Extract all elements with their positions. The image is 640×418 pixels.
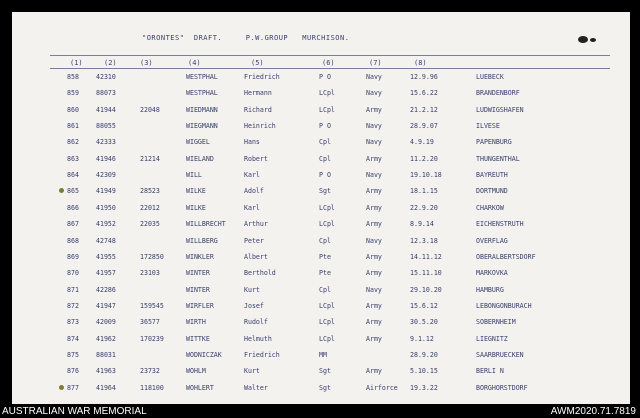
cell-date: 28.9.20 bbox=[410, 350, 438, 359]
cell-rank: Sgt bbox=[319, 187, 331, 196]
cell-no: 872 bbox=[67, 301, 79, 310]
cell-rank: LCpl bbox=[319, 318, 335, 327]
cell-no: 873 bbox=[67, 318, 79, 327]
column-number: (6) bbox=[322, 59, 335, 67]
cell-surname: WIGGEL bbox=[186, 138, 210, 147]
cell-date: 15.11.10 bbox=[410, 269, 442, 278]
cell-no: 868 bbox=[67, 236, 79, 245]
cell-service: Navy bbox=[366, 122, 382, 131]
cell-rank: Cpl bbox=[319, 236, 331, 245]
table-row bbox=[12, 122, 630, 139]
cell-date: 8.9.14 bbox=[410, 220, 434, 229]
cell-service: Army bbox=[366, 252, 382, 261]
cell-place: BORGHORSTDORF bbox=[476, 383, 528, 392]
cell-place: HAMBURG bbox=[476, 285, 504, 294]
cell-surname: WILKE bbox=[186, 203, 206, 212]
cell-date: 21.2.12 bbox=[410, 105, 438, 114]
cell-num: 42748 bbox=[96, 236, 116, 245]
cell-num2: 170239 bbox=[140, 334, 164, 343]
cell-place: BERLI N bbox=[476, 367, 504, 376]
cell-surname: WOHLERT bbox=[186, 383, 214, 392]
cell-surname: WILLBERG bbox=[186, 236, 218, 245]
cell-service: Army bbox=[366, 301, 382, 310]
cell-date: 15.6.12 bbox=[410, 301, 438, 310]
cell-rank: LCpl bbox=[319, 203, 335, 212]
cell-place: MARKOVKA bbox=[476, 269, 508, 278]
cell-no: 876 bbox=[67, 367, 79, 376]
column-number: (7) bbox=[369, 59, 382, 67]
cell-date: 19.3.22 bbox=[410, 383, 438, 392]
cell-place: PAPENBURG bbox=[476, 138, 512, 147]
cell-num: 41950 bbox=[96, 203, 116, 212]
table-row bbox=[12, 351, 630, 368]
column-number: (3) bbox=[140, 59, 153, 67]
cell-date: 12.9.96 bbox=[410, 73, 438, 81]
cell-place: OVERFLAG bbox=[476, 236, 508, 245]
archive-reference: AWM2020.71.7819 bbox=[550, 406, 636, 417]
cell-service: Army bbox=[366, 220, 382, 229]
cell-date: 19.10.18 bbox=[410, 171, 442, 180]
cell-rank: P O bbox=[319, 122, 331, 131]
table-row bbox=[12, 335, 630, 352]
table-row bbox=[12, 286, 630, 303]
column-number: (8) bbox=[414, 59, 427, 67]
cell-surname: WESTPHAL bbox=[186, 89, 218, 98]
cell-rank: Cpl bbox=[319, 154, 331, 163]
cell-rank: MM bbox=[319, 350, 327, 359]
cell-service: Army bbox=[366, 203, 382, 212]
cell-num: 88055 bbox=[96, 122, 116, 131]
cell-service: Navy bbox=[366, 236, 382, 245]
table-row bbox=[12, 89, 630, 106]
cell-num: 41947 bbox=[96, 301, 116, 310]
cell-date: 9.1.12 bbox=[410, 334, 434, 343]
cell-given: Heinrich bbox=[244, 122, 276, 131]
cell-no: 867 bbox=[67, 220, 79, 229]
cell-given: Friedrich bbox=[244, 350, 280, 359]
cell-service: Army bbox=[366, 334, 382, 343]
cell-place: SOBERNHEIM bbox=[476, 318, 516, 327]
table-row bbox=[12, 138, 630, 155]
cell-num2: 36577 bbox=[140, 318, 160, 327]
cell-no: 862 bbox=[67, 138, 79, 147]
cell-service: Army bbox=[366, 318, 382, 327]
cell-no: 859 bbox=[67, 89, 79, 98]
cell-no: 869 bbox=[67, 252, 79, 261]
cell-num: 41949 bbox=[96, 187, 116, 196]
table-row bbox=[12, 302, 630, 319]
cell-service: Navy bbox=[366, 89, 382, 98]
cell-surname: WODNICZAK bbox=[186, 350, 222, 359]
archive-credit: AUSTRALIAN WAR MEMORIAL bbox=[2, 406, 147, 417]
cell-place: LIEGNITZ bbox=[476, 334, 508, 343]
cell-given: Karl bbox=[244, 203, 260, 212]
table-row bbox=[12, 384, 630, 401]
cell-rank: Sgt bbox=[319, 367, 331, 376]
cell-rank: LCpl bbox=[319, 105, 335, 114]
cell-no: 858 bbox=[67, 73, 79, 81]
cell-service: Navy bbox=[366, 73, 382, 81]
cell-no: 871 bbox=[67, 285, 79, 294]
cell-rank: Pte bbox=[319, 269, 331, 278]
cell-surname: WITTKE bbox=[186, 334, 210, 343]
cell-surname: WIRTH bbox=[186, 318, 206, 327]
column-number: (4) bbox=[188, 59, 201, 67]
cell-place: THUNGENTHAL bbox=[476, 154, 520, 163]
cell-no: 877 bbox=[67, 383, 79, 392]
table-row bbox=[12, 367, 630, 384]
cell-num: 42286 bbox=[96, 285, 116, 294]
cell-surname: WILL bbox=[186, 171, 202, 180]
cell-place: ILVESE bbox=[476, 122, 500, 131]
cell-no: 875 bbox=[67, 350, 79, 359]
cell-given: Friedrich bbox=[244, 73, 280, 81]
cell-num2: 22048 bbox=[140, 105, 160, 114]
cell-rank: LCpl bbox=[319, 220, 335, 229]
column-number: (1) bbox=[70, 59, 83, 67]
cell-surname: WILKE bbox=[186, 187, 206, 196]
cell-no: 861 bbox=[67, 122, 79, 131]
cell-given: Kurt bbox=[244, 367, 260, 376]
cell-date: 14.11.12 bbox=[410, 252, 442, 261]
cell-num2: 22035 bbox=[140, 220, 160, 229]
cell-rank: LCpl bbox=[319, 334, 335, 343]
page-title: "ORONTES" DRAFT. P.W.GROUP MURCHISON. bbox=[142, 34, 350, 42]
cell-surname: WILLBRECHT bbox=[186, 220, 226, 229]
cell-place: EICHENSTRUTH bbox=[476, 220, 524, 229]
table-row bbox=[12, 220, 630, 237]
cell-place: LUDWIGSHAFEN bbox=[476, 105, 524, 114]
table-row bbox=[12, 171, 630, 188]
cell-date: 18.1.15 bbox=[410, 187, 438, 196]
cell-date: 30.5.20 bbox=[410, 318, 438, 327]
column-number: (5) bbox=[251, 59, 264, 67]
cell-num2: 22012 bbox=[140, 203, 160, 212]
cell-rank: LCpl bbox=[319, 301, 335, 310]
cell-given: Karl bbox=[244, 171, 260, 180]
cell-num: 42009 bbox=[96, 318, 116, 327]
cell-no: 863 bbox=[67, 154, 79, 163]
cell-place: BAYREUTH bbox=[476, 171, 508, 180]
cell-no: 860 bbox=[67, 105, 79, 114]
cell-num: 41952 bbox=[96, 220, 116, 229]
cell-num: 41946 bbox=[96, 154, 116, 163]
column-number: (2) bbox=[104, 59, 117, 67]
cell-service: Army bbox=[366, 269, 382, 278]
cell-place: LUEBECK bbox=[476, 73, 504, 81]
cell-given: Peter bbox=[244, 236, 264, 245]
cell-rank: P O bbox=[319, 171, 331, 180]
cell-surname: WIEDMANN bbox=[186, 105, 218, 114]
cell-service: Airforce bbox=[366, 383, 398, 392]
table-row bbox=[12, 237, 630, 254]
cell-given: Arthur bbox=[244, 220, 268, 229]
cell-rank: Cpl bbox=[319, 138, 331, 147]
cell-surname: WINTER bbox=[186, 269, 210, 278]
cell-date: 29.10.20 bbox=[410, 285, 442, 294]
cell-place: OBERALBERTSDORF bbox=[476, 252, 536, 261]
cell-num2: 23732 bbox=[140, 367, 160, 376]
table-row bbox=[12, 204, 630, 221]
cell-given: Richard bbox=[244, 105, 272, 114]
cell-given: Walter bbox=[244, 383, 268, 392]
cell-num: 42333 bbox=[96, 138, 116, 147]
cell-rank: Sgt bbox=[319, 383, 331, 392]
cell-given: Kurt bbox=[244, 285, 260, 294]
cell-given: Hans bbox=[244, 138, 260, 147]
cell-date: 4.9.19 bbox=[410, 138, 434, 147]
cell-given: Helmuth bbox=[244, 334, 272, 343]
cell-num: 41963 bbox=[96, 367, 116, 376]
cell-num2: 21214 bbox=[140, 154, 160, 163]
cell-place: SAARBRUECKEN bbox=[476, 350, 524, 359]
cell-num: 42310 bbox=[96, 73, 116, 81]
document-page bbox=[12, 12, 630, 404]
cell-num2: 159545 bbox=[140, 301, 164, 310]
cell-date: 22.9.20 bbox=[410, 203, 438, 212]
table-row bbox=[12, 155, 630, 172]
cell-surname: WESTPHAL bbox=[186, 73, 218, 81]
cell-surname: WIRFLER bbox=[186, 301, 214, 310]
cell-rank: Cpl bbox=[319, 285, 331, 294]
cell-given: Albert bbox=[244, 252, 268, 261]
cell-date: 12.3.18 bbox=[410, 236, 438, 245]
ink-blot bbox=[590, 38, 596, 42]
cell-num: 88031 bbox=[96, 350, 116, 359]
cell-service: Army bbox=[366, 187, 382, 196]
cell-service: Navy bbox=[366, 138, 382, 147]
cell-surname: WIELAND bbox=[186, 154, 214, 163]
cell-place: CHARKOW bbox=[476, 203, 504, 212]
cell-given: Hermann bbox=[244, 89, 272, 98]
cell-given: Adolf bbox=[244, 187, 264, 196]
cell-num: 42309 bbox=[96, 171, 116, 180]
cell-no: 864 bbox=[67, 171, 79, 180]
cell-date: 28.9.07 bbox=[410, 122, 438, 131]
cell-no: 874 bbox=[67, 334, 79, 343]
table-row bbox=[12, 253, 630, 270]
ink-mark bbox=[59, 188, 64, 193]
cell-num2: 23103 bbox=[140, 269, 160, 278]
cell-num: 41955 bbox=[96, 252, 116, 261]
cell-num: 41962 bbox=[96, 334, 116, 343]
cell-no: 865 bbox=[67, 187, 79, 196]
ink-mark bbox=[59, 385, 64, 390]
cell-num2: 118100 bbox=[140, 383, 164, 392]
cell-surname: WOHLM bbox=[186, 367, 206, 376]
cell-surname: WINKLER bbox=[186, 252, 214, 261]
table-row bbox=[12, 269, 630, 286]
cell-given: Robert bbox=[244, 154, 268, 163]
cell-given: Rudolf bbox=[244, 318, 268, 327]
cell-rank: P O bbox=[319, 73, 331, 81]
cell-no: 870 bbox=[67, 269, 79, 278]
cell-rank: Pte bbox=[319, 252, 331, 261]
ink-blot bbox=[578, 36, 588, 43]
table-row bbox=[12, 187, 630, 204]
header-rule-bottom bbox=[50, 68, 610, 69]
cell-date: 11.2.20 bbox=[410, 154, 438, 163]
cell-no: 866 bbox=[67, 203, 79, 212]
cell-num: 41944 bbox=[96, 105, 116, 114]
cell-given: Josef bbox=[244, 301, 264, 310]
cell-place: DORTMUND bbox=[476, 187, 508, 196]
cell-service: Army bbox=[366, 105, 382, 114]
cell-surname: WINTER bbox=[186, 285, 210, 294]
table-row bbox=[12, 73, 630, 90]
cell-service: Navy bbox=[366, 285, 382, 294]
cell-num2: 28523 bbox=[140, 187, 160, 196]
cell-rank: LCpl bbox=[319, 89, 335, 98]
cell-num: 41957 bbox=[96, 269, 116, 278]
cell-service: Army bbox=[366, 154, 382, 163]
cell-date: 5.10.15 bbox=[410, 367, 438, 376]
table-row bbox=[12, 318, 630, 335]
cell-place: LEBONGONBURACH bbox=[476, 301, 532, 310]
cell-service: Navy bbox=[366, 171, 382, 180]
cell-given: Berthold bbox=[244, 269, 276, 278]
cell-num2: 172850 bbox=[140, 252, 164, 261]
header-rule-top bbox=[50, 55, 610, 56]
cell-surname: WIEGMANN bbox=[186, 122, 218, 131]
cell-service: Army bbox=[366, 367, 382, 376]
cell-place: BRANDENBORF bbox=[476, 89, 520, 98]
table-row bbox=[12, 106, 630, 123]
cell-date: 15.6.22 bbox=[410, 89, 438, 98]
cell-num: 41964 bbox=[96, 383, 116, 392]
cell-num: 88073 bbox=[96, 89, 116, 98]
